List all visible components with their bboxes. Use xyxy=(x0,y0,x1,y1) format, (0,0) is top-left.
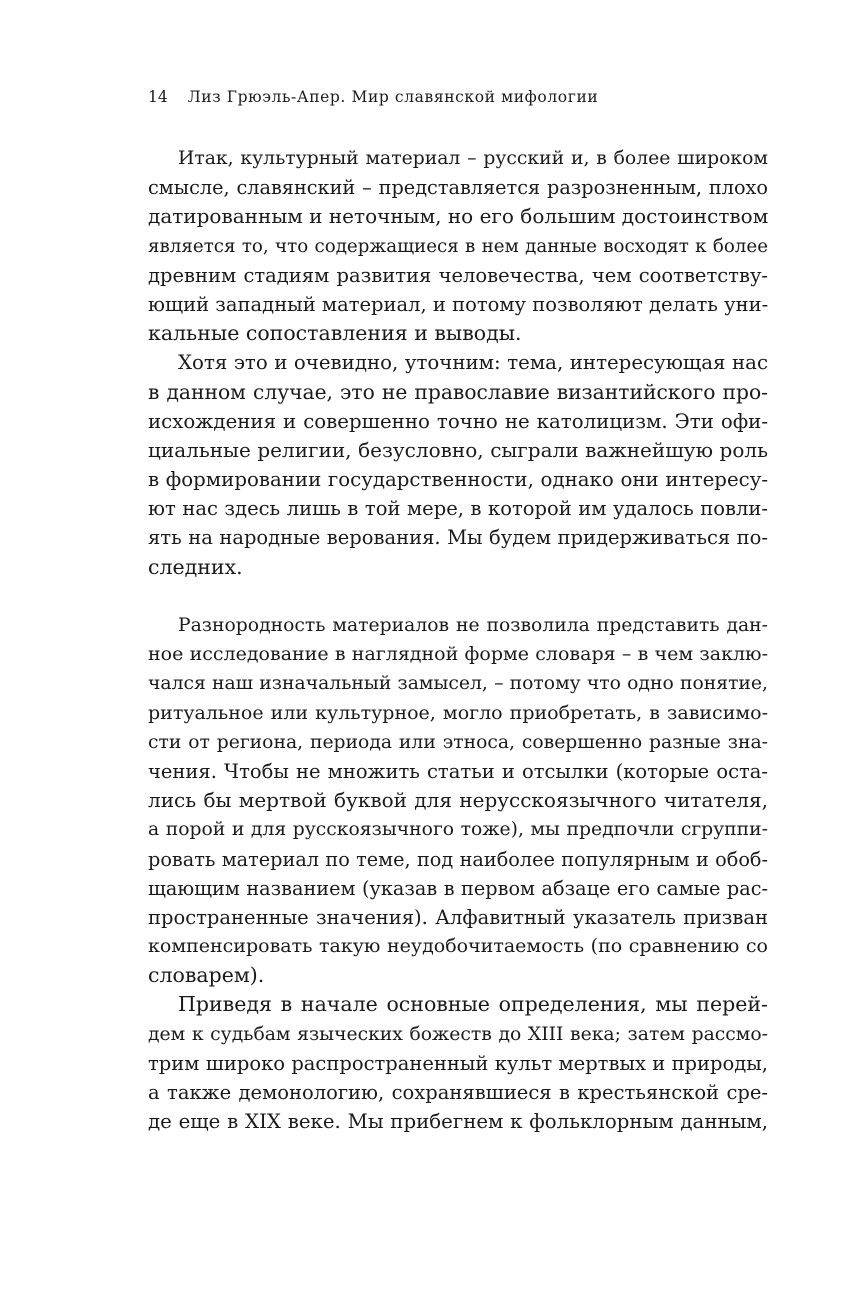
text-line: ющий западный материал, и потому позволяют делать уни- xyxy=(148,292,769,316)
text-line: компенсировать такую неудобочитаемость (по сравнению со xyxy=(148,935,768,958)
text-line: а также демонологию, сохранявшиеся в крестьянской сре- xyxy=(148,1081,768,1104)
text-line: смысле, славянский – представляется разрозненным, плохо xyxy=(148,176,768,200)
paragraph-1 xyxy=(148,144,768,348)
paragraph-4 xyxy=(148,990,768,1136)
text-line: ровать материал по теме, под наиболее популярным и обоб- xyxy=(148,847,768,871)
text-line: в данном случае, это не православие византийского про- xyxy=(148,379,768,404)
text-line: щающим названием (указав в первом абзаце его самые рас- xyxy=(148,876,768,900)
text-line: пространенные значения). Алфавитный указатель призван xyxy=(148,905,768,929)
text-line: ное исследование в наглядной форме словаря – в чем заклю- xyxy=(148,643,768,666)
text-line: ритуальное или культурное, могло приобретать, в зависимо- xyxy=(148,701,768,724)
text-line: лись бы мертвой буквой для нерусскоязычного читателя, xyxy=(148,788,768,813)
text-line: исхождения и совершенно точно не католицизм. Эти офи- xyxy=(148,409,768,433)
text-line: а порой и для русскоязычного тоже), мы предпочли сгруппи- xyxy=(148,819,768,841)
text-line: в формировании государственности, однако они интересу- xyxy=(148,468,768,492)
paragraph-2 xyxy=(148,348,768,582)
text-line: является то, что содержащиеся в нем данные восходят к более xyxy=(148,235,768,257)
text-line: следних. xyxy=(148,554,243,579)
text-line: де еще в XIX веке. Мы прибегнем к фольклорным данным, xyxy=(148,1110,768,1134)
running-title: Лиз Грюэль-Апер. Мир славянской мифологии xyxy=(187,88,599,106)
text-line: Хотя это и очевидно, уточним: тема, интересующая нас xyxy=(178,351,768,375)
text-line: Итак, культурный материал – русский и, в более широком xyxy=(178,148,768,169)
text-line: чения. Чтобы не множить статьи и отсылки (которые оста- xyxy=(148,759,768,783)
text-line: сти от региона, периода или этноса, совершенно разные зна- xyxy=(148,731,768,753)
text-line: трим широко распространенный культ мертвых и природы, xyxy=(148,1051,768,1075)
text-line: ют нас здесь лишь в той мере, в которой им удалось повли- xyxy=(148,497,768,521)
text-line: древним стадиям развития человечества, чем соответству- xyxy=(148,263,768,287)
section-break xyxy=(148,582,768,611)
text-line: датированным и неточным, но его большим достоинством xyxy=(148,204,769,229)
body-text xyxy=(148,144,768,1136)
text-line: Разнородность материалов не позволила представить дан- xyxy=(178,615,768,636)
text-line: Приведя в начале основные определения, мы перей- xyxy=(178,992,768,1017)
text-line: кальные сопоставления и выводы. xyxy=(148,321,522,346)
paragraph-3 xyxy=(148,611,768,990)
text-line: циальные религии, безусловно, сыграли важнейшую роль xyxy=(148,437,768,462)
text-line: дем к судьбам языческих божеств до XIII века; затем рассмо- xyxy=(148,1023,768,1045)
text-line: словарем). xyxy=(148,963,265,988)
running-head xyxy=(148,88,768,106)
page-number: 14 xyxy=(148,88,168,106)
text-line: ять на народные верования. Мы будем придерживаться по- xyxy=(148,526,768,550)
text-line: чался наш изначальный замысел, – потому что одно понятие, xyxy=(148,673,768,695)
